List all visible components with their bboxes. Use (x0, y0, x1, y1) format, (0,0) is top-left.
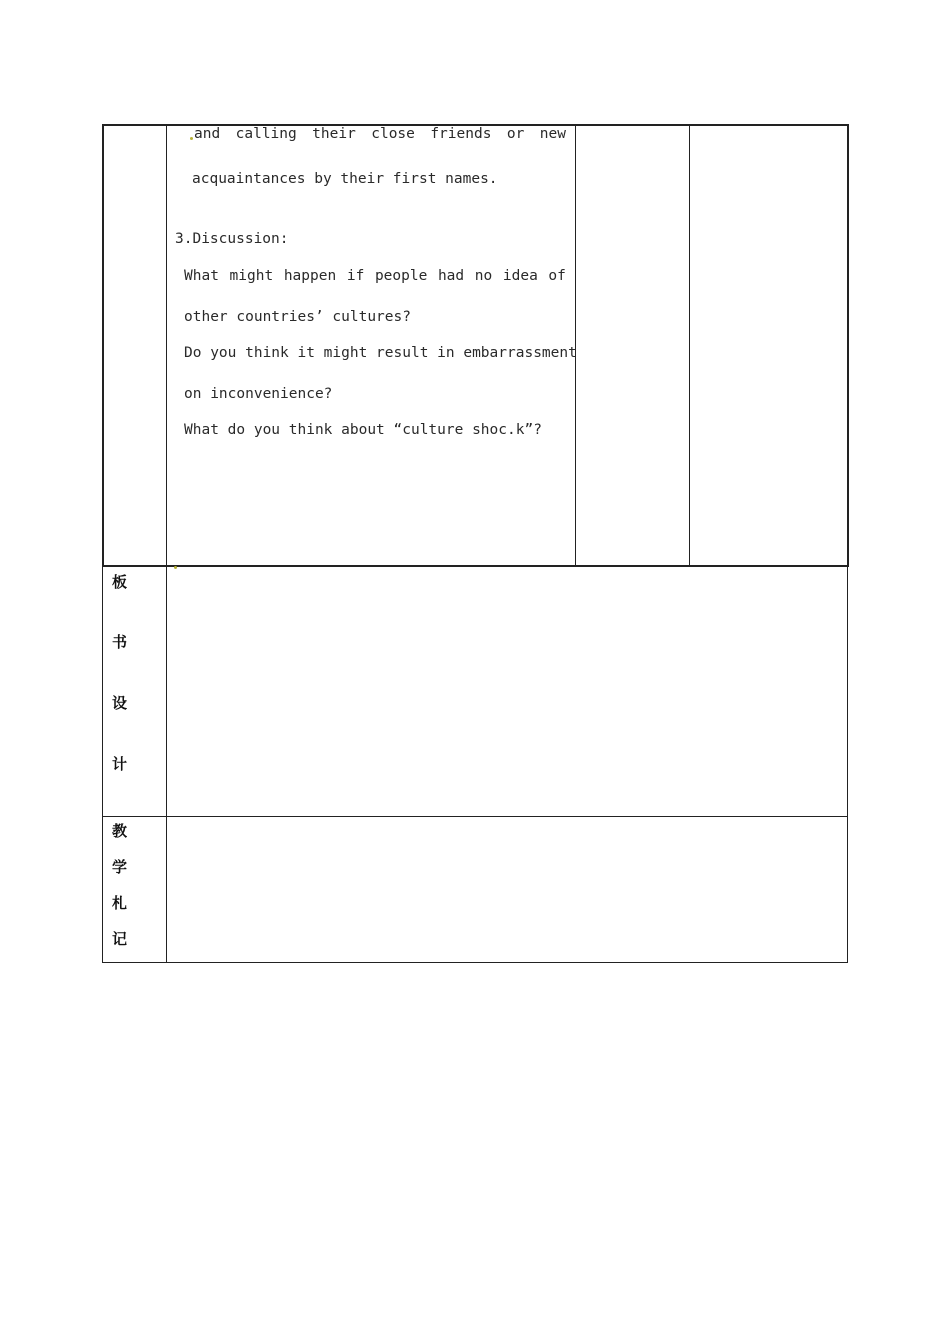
notes-label-char-4: 记 (112, 930, 128, 948)
annotation-mark (174, 566, 177, 569)
blackboard-label-char-1: 板 (112, 573, 128, 591)
question-3: What do you think about “culture shoc.k”? (184, 422, 542, 438)
upper-row-bottom-border (102, 565, 849, 567)
question-2-line-1: Do you think it might result in embarrassment (184, 345, 577, 361)
notes-label-char-3: 札 (112, 894, 128, 912)
blackboard-label-char-3: 设 (112, 694, 128, 712)
question-1-line-2: other countries’ cultures? (184, 309, 411, 325)
label-column-divider (166, 566, 167, 963)
table-right-border-lower (847, 566, 848, 963)
question-1-line-1: What might happen if people had no idea of (184, 268, 566, 284)
table-left-border-upper (102, 124, 104, 567)
table-bottom-border (102, 962, 848, 963)
notes-label-char-2: 学 (112, 858, 128, 876)
column-divider-1 (166, 124, 167, 567)
question-2-line-2: on inconvenience? (184, 386, 333, 402)
blackboard-label-char-2: 书 (112, 633, 128, 651)
row-divider-notes (102, 816, 847, 817)
lesson-line-2: acquaintances by their first names. (192, 171, 498, 187)
annotation-mark (190, 137, 193, 140)
blackboard-label-char-4: 计 (112, 755, 128, 773)
column-divider-3 (689, 124, 690, 567)
discussion-heading: 3.Discussion: (175, 231, 289, 247)
table-left-border-lower (102, 566, 103, 963)
table-right-border-upper (847, 124, 849, 567)
notes-label-char-1: 教 (112, 822, 128, 840)
lesson-line-1: and calling their close friends or new (194, 126, 566, 142)
